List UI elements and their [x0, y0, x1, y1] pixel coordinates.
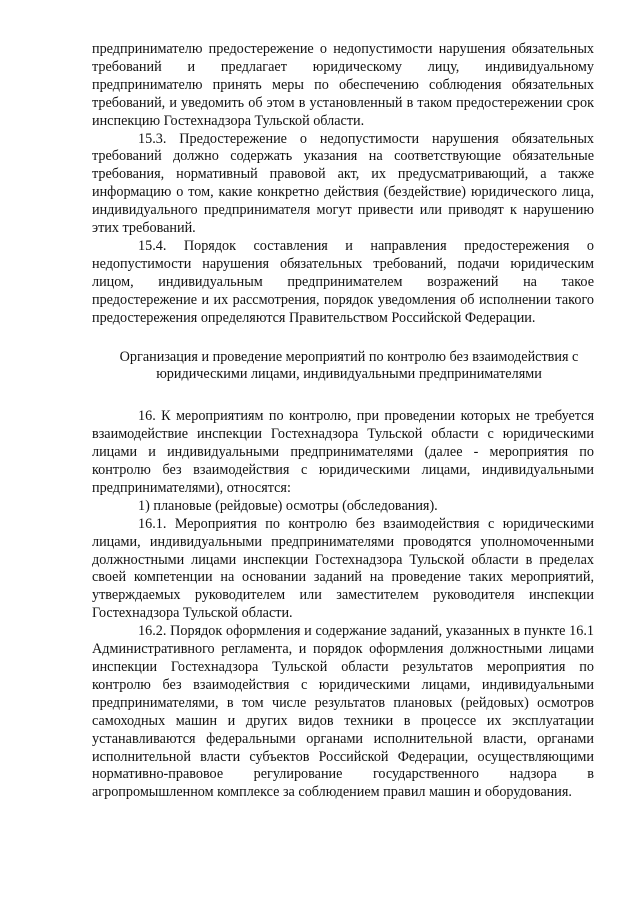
paragraph-15-4: 15.4. Порядок составления и направления предостережения о недопустимости нарушения обязательных требований, подачи юридическим лицом, индивидуальным предпринимателем возражений на такое предостережение и их рассмотрения, порядок уведомления об исполнении такого предостережения определяются Правительством Российской Федерации. — [92, 237, 594, 326]
spacer — [92, 328, 594, 349]
spacer — [92, 384, 594, 408]
paragraph-16-2: 16.2. Порядок оформления и содержание заданий, указанных в пункте 16.1 Административного регламента, и порядок оформления должностными лицами инспекции Гостехнадзора Тульской области результатов мероприятия по контролю без взаимодействия с юридическими лицами, индивидуальными предпринимателями, в том числе результатов плановых (рейдовых) осмотров самоходных машин и других видов техники в процессе их эксплуатации устанавливаются федеральными органами исполнительной власти, органами исполнительной власти субъектов Российской Федерации, осуществляющими нормативно-правовое регулирование государственного надзора в агропромышленном комплексе за соблюдением правил машин и оборудования. — [92, 623, 594, 801]
paragraph-15-3: 15.3. Предостережение о недопустимости нарушения обязательных требований должно содержать указания на соответствующие обязательные требования, нормативный правовой акт, их предусматривающий, а также информацию о том, какие конкретно действия (бездействие) юридического лица, индивидуального предпринимателя могут привести или приводят к нарушению этих требований. — [92, 130, 594, 237]
section-heading: Организация и проведение мероприятий по контролю без взаимодействия с юридическими лицами, индивидуальными предпринимателями — [119, 348, 579, 383]
paragraph-continuation: предпринимателю предостережение о недопустимости нарушения обязательных требований и предлагает юридическому лицу, индивидуальному предпринимателю принять меры по обеспечению соблюдения обязательных требований, и уведомить об этом в установленный в таком предостережении срок инспекцию Гостехнадзора Тульской области. — [92, 41, 594, 129]
document-body — [92, 41, 594, 802]
paragraph-16: 16. К мероприятиям по контролю, при проведении которых не требуется взаимодействие инспекции Гостехнадзора Тульской области с юридическими лицами и индивидуальными предпринимателями (далее - мероприятия по контролю без взаимодействия с юридическими лицами, индивидуальными предпринимателями), относятся: — [92, 408, 594, 496]
paragraph-16-item-1: 1) плановые (рейдовые) осмотры (обследования). — [138, 497, 438, 514]
paragraph-16-1: 16.1. Мероприятия по контролю без взаимодействия с юридическими лицами, индивидуальными предпринимателями проводятся уполномоченными должностными лицами инспекции Гостехнадзора Тульской области в пределах своей компетенции на основании заданий на проведение таких мероприятий, утверждаемых руководителем или заместителем руководителя инспекции Гостехнадзора Тульской области. — [92, 515, 594, 622]
